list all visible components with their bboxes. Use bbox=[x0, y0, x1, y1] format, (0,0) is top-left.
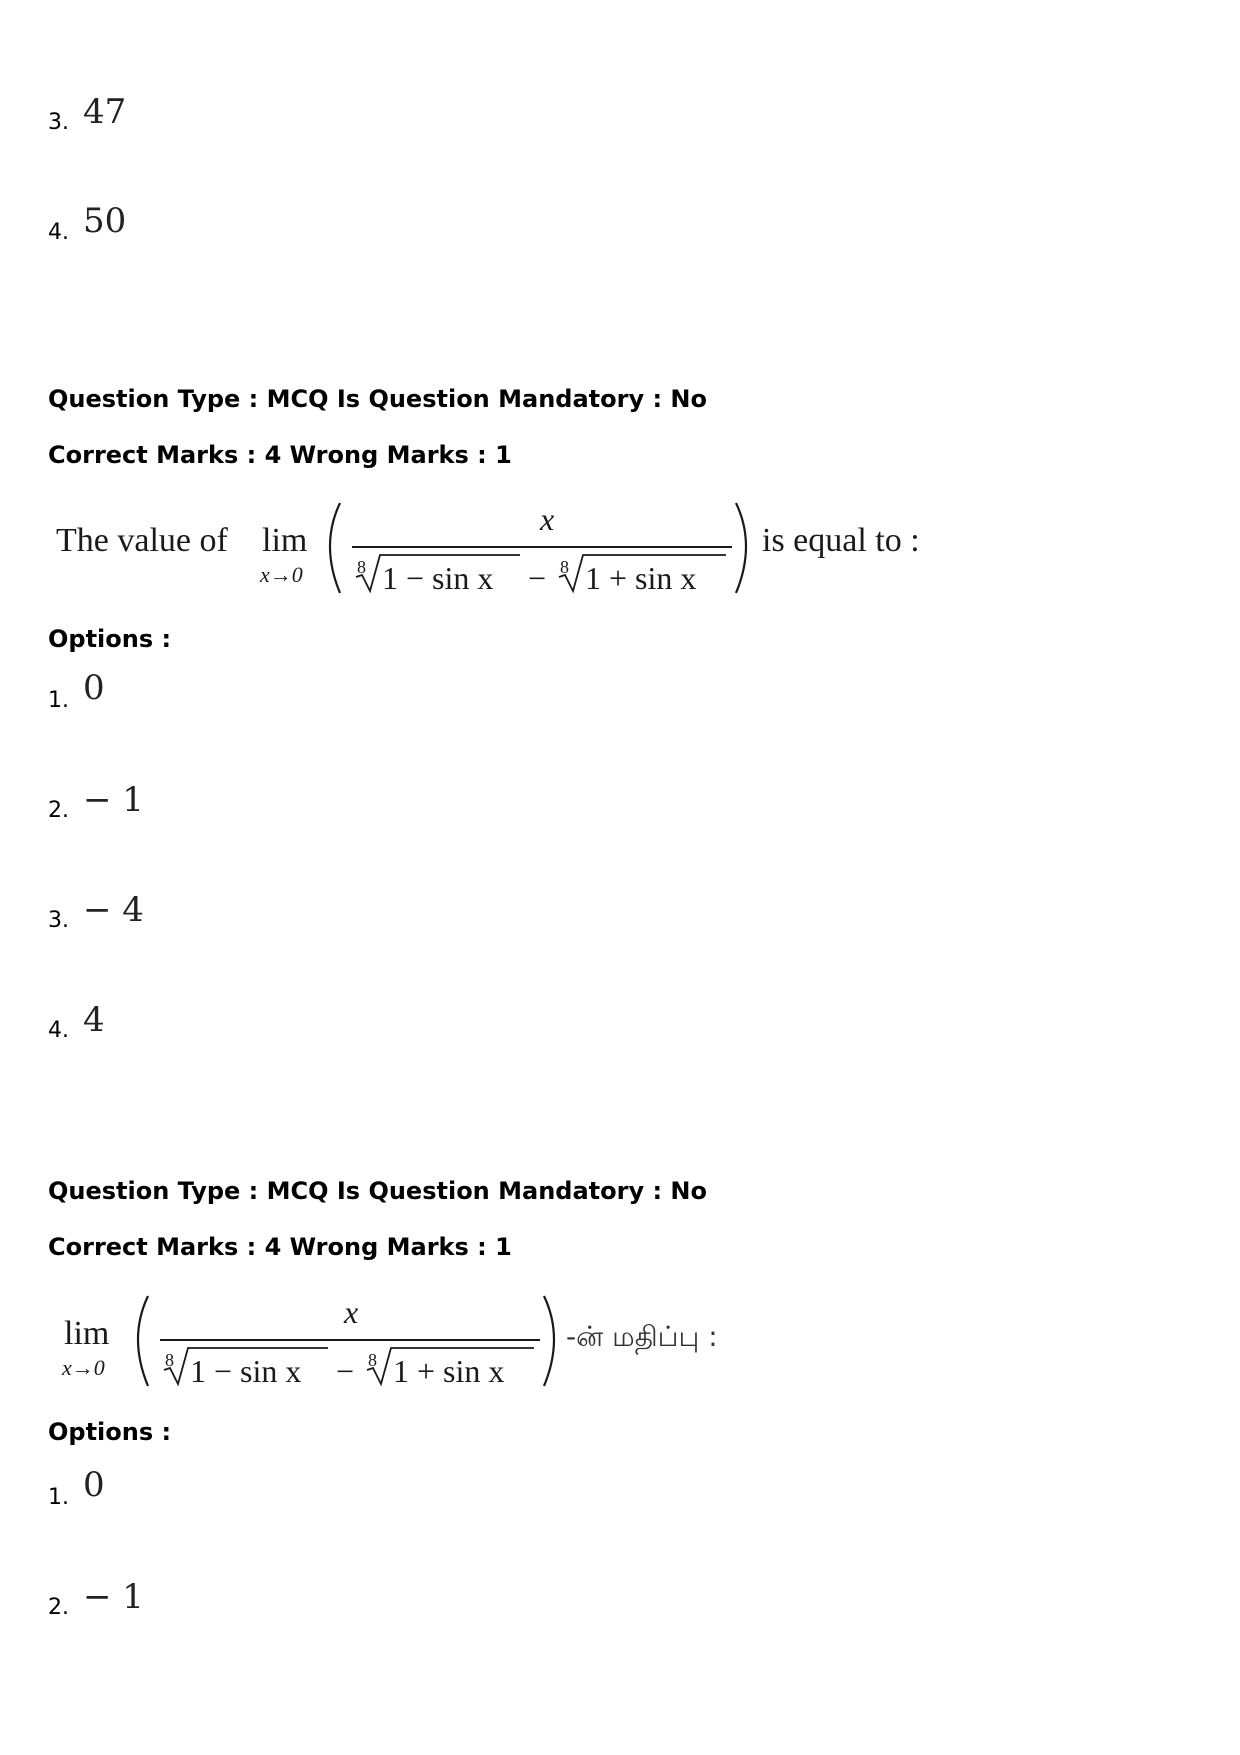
left-paren bbox=[138, 1296, 148, 1386]
question-meta-type: Question Type : MCQ Is Question Mandatory : No bbox=[48, 1177, 707, 1205]
option-value: 0 bbox=[83, 1465, 105, 1505]
denominator-minus: − bbox=[336, 1353, 355, 1389]
question-prefix: The value of bbox=[56, 522, 228, 559]
option-number: 2. bbox=[48, 798, 69, 823]
question-meta-type: Question Type : MCQ Is Question Mandatory : No bbox=[48, 385, 707, 413]
radicand-right: 1 + sin x bbox=[393, 1353, 505, 1389]
radicand-right: 1 + sin x bbox=[585, 560, 697, 596]
root-index: 8 bbox=[560, 557, 569, 577]
numerator: x bbox=[540, 501, 555, 537]
root-index: 8 bbox=[165, 1350, 174, 1370]
option-number: 2. bbox=[48, 1595, 69, 1620]
question-meta-marks: Correct Marks : 4 Wrong Marks : 1 bbox=[48, 441, 512, 469]
root-index: 8 bbox=[368, 1350, 377, 1370]
option-value: − 1 bbox=[83, 1577, 144, 1617]
question-meta-marks: Correct Marks : 4 Wrong Marks : 1 bbox=[48, 1233, 512, 1261]
question-suffix-tamil: -ன் மதிப்பு : bbox=[566, 1320, 718, 1353]
options-label: Options : bbox=[48, 1418, 172, 1446]
options-label: Options : bbox=[48, 625, 172, 653]
option-number: 3. bbox=[48, 110, 69, 135]
root-index: 8 bbox=[357, 557, 366, 577]
option-number: 4. bbox=[48, 220, 69, 245]
option-number: 1. bbox=[48, 1485, 69, 1510]
option-value: 47 bbox=[83, 92, 127, 132]
radicand-left: 1 − sin x bbox=[190, 1353, 302, 1389]
option-value: 4 bbox=[83, 1000, 105, 1040]
lim-text: lim bbox=[262, 522, 308, 559]
radicand-left: 1 − sin x bbox=[382, 560, 494, 596]
option-number: 3. bbox=[48, 908, 69, 933]
lim-subscript: x→0 bbox=[62, 1355, 105, 1380]
option-number: 4. bbox=[48, 1018, 69, 1043]
denominator-minus: − bbox=[528, 560, 547, 596]
option-value: 0 bbox=[83, 668, 105, 708]
option-value: − 1 bbox=[83, 780, 144, 820]
option-value: 50 bbox=[83, 201, 127, 241]
option-number: 1. bbox=[48, 688, 69, 713]
right-paren bbox=[736, 503, 746, 593]
question-formula bbox=[50, 1288, 810, 1398]
option-value: − 4 bbox=[83, 890, 144, 930]
lim-subscript: x→0 bbox=[260, 562, 303, 587]
lim-text: lim bbox=[64, 1315, 110, 1352]
numerator: x bbox=[344, 1294, 359, 1330]
right-paren bbox=[544, 1296, 554, 1386]
question-suffix: is equal to : bbox=[762, 522, 920, 559]
left-paren bbox=[330, 503, 340, 593]
question-formula bbox=[50, 495, 950, 605]
